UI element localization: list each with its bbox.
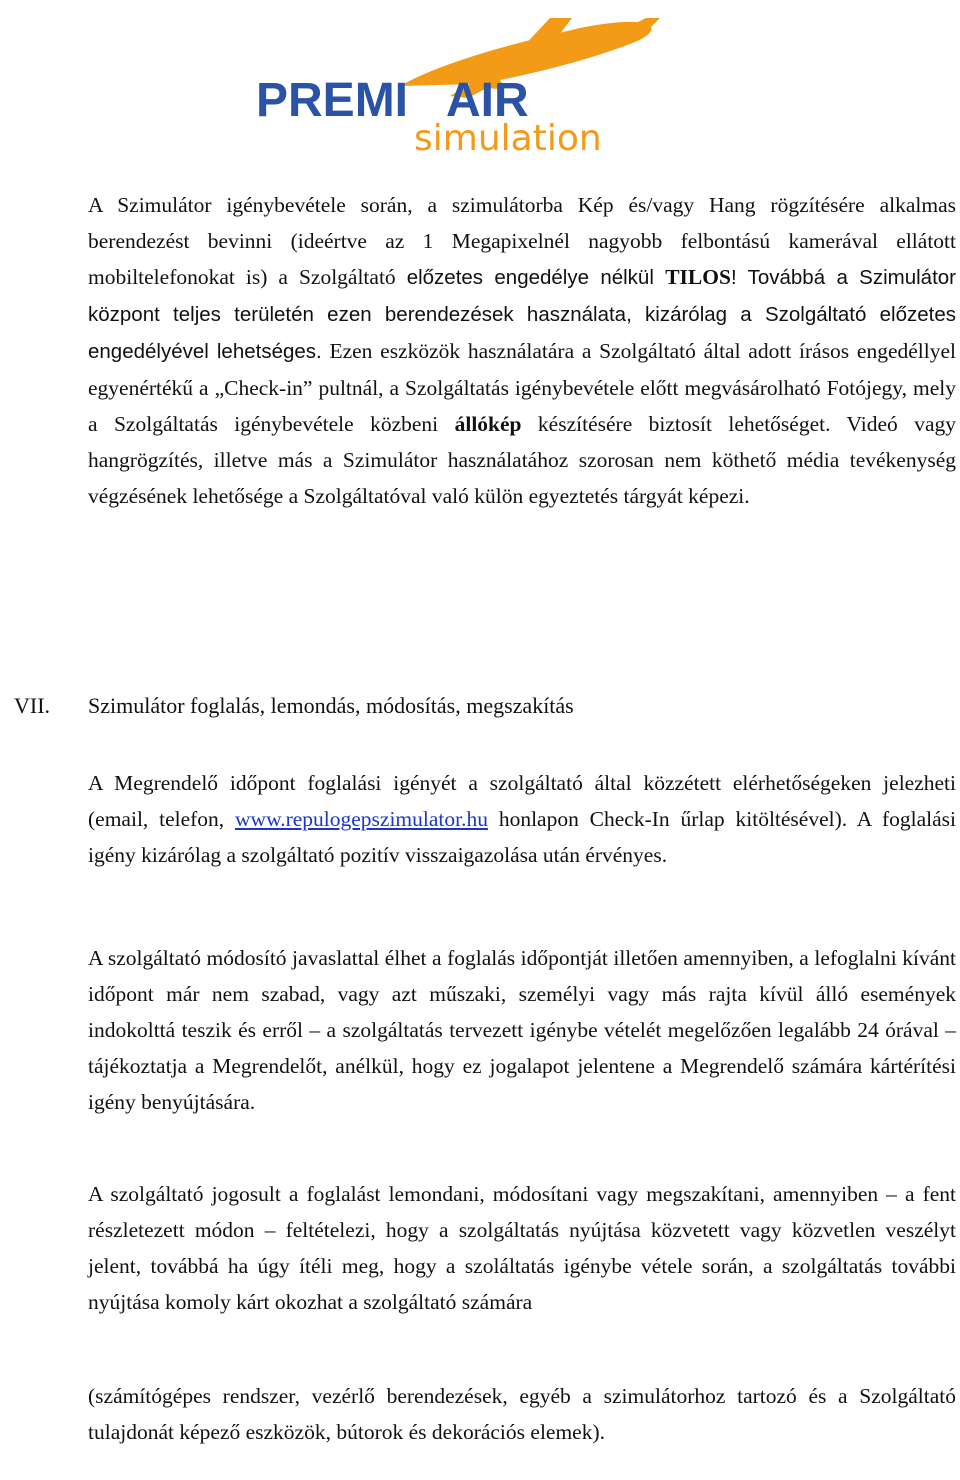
section-title: Szimulátor foglalás, lemondás, módosítás, megszakítás: [88, 693, 574, 718]
website-link[interactable]: www.repulogepszimulator.hu: [235, 807, 488, 831]
paragraph-booking: [88, 765, 956, 873]
paragraph-modification: A szolgáltató módosító javaslattal élhet a foglalás időpontját illetően amennyiben, a lefoglalni kívánt időpont már nem szabad, vagy azt műszaki, személyi vagy más rajta kívül álló események indokolttá teszik és erről – a szolgáltatás tervezett igénybe vételét megelőzően legalább 24 órával – tájékoztatja a Megrendelőt, anélkül, hogy ez jogalapot jelentene a Megrendelő számára kártérítési igény benyújtására.: [88, 946, 956, 1114]
p1-text-b: előzetes engedélye nélkül: [406, 266, 666, 289]
section-number: VII.: [14, 693, 51, 718]
p1-text-e: készítésére biztosít lehetőséget. Videó vagy hangrögzítés, illetve más a Szimulátor használatához szorosan nem köthető média tevékenység végzésének lehetősége a Szolgáltatóval való külön egyeztetés tárgyát képezi.: [88, 412, 956, 508]
p2-text-b: honlapon Check-In űrlap kitöltésével). A foglalási igény kizárólag a szolgáltató pozitív visszaigazolása után érvényes.: [88, 807, 956, 867]
p2-text-a: A Megrendelő időpont foglalási igényét a szolgáltató által közzétett elérhetőségeken jelezheti (email, telefon,: [88, 771, 956, 831]
logo-brand-premi: PREMI: [256, 74, 409, 127]
paragraph-photo-policy: [88, 187, 956, 514]
logo-brand-sub: simulation: [414, 118, 602, 158]
paragraph-equipment: (számítógépes rendszer, vezérlő berendezések, egyéb a szimulátorhoz tartozó és a Szolgáltató tulajdonát képező eszközök, bútorok és dekorációs elemek).: [88, 1384, 956, 1444]
logo-brand-air: AIR: [446, 74, 529, 127]
paragraph-cancellation: A szolgáltató jogosult a foglalást lemondani, módosítani vagy megszakítani, amennyiben – a fent részletezett módon – feltételezi, hogy a szolgáltatás nyújtása közvetett vagy közvetlen veszélyt jelent, továbbá ha úgy ítéli meg, hogy a szoláltatás igénybe vétele során, a szolgáltatás további nyújtása komoly kárt okozhat a szolgáltató számára: [88, 1182, 956, 1314]
p1-tilos: TILOS: [665, 265, 731, 289]
p1-text-c: ! Továbbá a Szimulátor központ teljes területén ezen berendezések használata, kizárólag a Szolgáltató előzetes engedélyével lehetséges.: [88, 266, 957, 363]
p1-bold-allokep: állókép: [454, 412, 522, 436]
premiair-logo: [250, 18, 670, 158]
p1-text-d: Ezen eszközök használatára a Szolgáltató által adott írásos engedéllyel egyenértékű a „Check-in” pultnál, a Szolgáltatás igénybevétele előtt megvásárolható Fotójegy, mely a Szolgáltatás igénybevétele közbeni: [88, 339, 956, 436]
airplane-icon: [400, 18, 660, 98]
p1-text-a: A Szimulátor igénybevétele során, a szimulátorba Kép és/vagy Hang rögzítésére alkalmas berendezést bevinni (ideértve az 1 Megapixelnél nagyobb felbontású kamerával ellátott mobiltelefonokat is) a Szolgáltató: [88, 193, 956, 289]
